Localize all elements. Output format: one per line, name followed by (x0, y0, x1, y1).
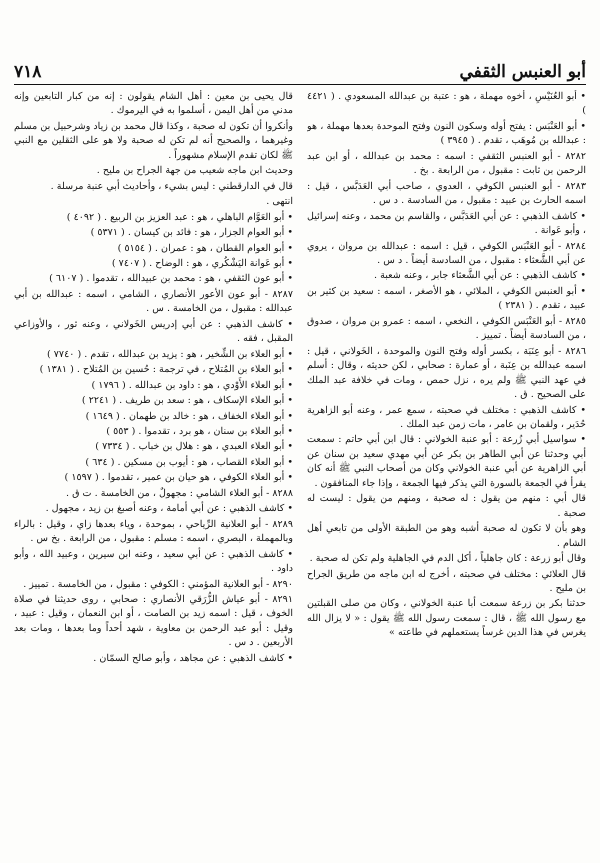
entry-text: قال العلائي : مختلف في صحبته ، أخرج له ابن ماجه من طريق الجراح بن مليح . (307, 568, 586, 594)
entry-text: قال أبي : منهم من يقول : له صحبة ، ومنهم من يقول : ليست له صحبة . (307, 493, 586, 519)
cross-reference-entry (14, 363, 293, 377)
cross-reference-entry (307, 120, 586, 149)
entry-text: ٨٢٨٣ - أبو العنبس الكوفي ، العدوي ، صاحب أبي العَدَبَّس ، قيل : اسمه الحارث بن عبيد : مقبول ، من السادسة . د س . (307, 180, 586, 207)
entry-text: • أبو العلاء الخفاف ، هو : خالد بن طهمان . ( ١٦٤٩ ) (85, 410, 293, 422)
cross-reference-entry (14, 257, 293, 271)
text-columns (14, 90, 586, 857)
entry-text: • أبو العوام الجزار ، هو : فائد بن كيسان . ( ٥٣٧١ ) (90, 227, 293, 239)
entry-text: ٨٢٨٩ - أبو العلانية الرِّياحي ، بموحدة ، وياء بعدها زاي ، وقيل : بالراء وبالمهملة ، البصري ، اسمه : مسلم : مقبول ، من الرابعة . بخ س . (14, 518, 293, 545)
biography-entry (307, 180, 586, 209)
entry-text: وحديث ابن ماجه شعيب من جهة الجراح بن مليح . (96, 165, 293, 177)
cross-reference-entry (307, 433, 586, 491)
entry-text: • أبو العلاء العبدي ، هو : هلال بن خباب . ( ٧٣٣٤ ) (95, 441, 293, 453)
commentary-paragraph (14, 120, 293, 163)
entry-text: وأنكروا أن تكون له صحبة ، وكذا قال محمد بن زياد وشرحبيل بن مسلم وغيرهما ، والصحيح أنه لم تكن له صحبة ولا هو على الثقلين مع النبي ﷺ لكان تقدم الإسلام مشهوراً . (14, 120, 293, 161)
commentary-paragraph (14, 90, 293, 119)
cross-reference-entry (307, 269, 586, 283)
commentary-paragraph (14, 180, 293, 194)
biography-entry (307, 150, 586, 179)
cross-reference-entry (14, 410, 293, 424)
cross-reference-entry (14, 502, 293, 516)
entry-text: وهو بأن لا تكون له صحبة أشبه وهو من الطبقة الأولى من تابعي أهل الشام . (307, 523, 586, 549)
biography-entry (14, 593, 293, 651)
entry-text: • سواسيل أبي زُرعة : أبو عنبة الخولاني : قال ابن أبي حاتم : سمعت أبي وحدثنا عن أبي الطاهر بن بكر عن أبي مهدي سعيد بن سنان عن أبي الزاهرية عن أبي عنبة الخولاني وكان من أصحاب النبي ﷺ أنه كان يقرأ في الجمعة بالسورة التي يذكر فيها الجمعة ، وإذا جاء المنافقون . (307, 434, 586, 489)
page-header (14, 56, 586, 82)
entry-text: • كاشف الذهبي : مختلف في صحبته ، سمع عمر ، وعنه أبو الزاهرية حُدَير ، ولقمان بن عامر ، مات زمن عبد الملك . (307, 404, 586, 430)
biography-entry (307, 315, 586, 344)
entry-text: انتهى . (266, 196, 293, 208)
commentary-paragraph (14, 164, 293, 178)
entry-text: ٨٢٨٨ - أبو العلاء الشامي : مجهولٌ ، من الخامسة . ت ق . (65, 487, 293, 499)
cross-reference-entry (14, 272, 293, 286)
cross-reference-entry (14, 471, 293, 485)
entry-text: • كاشف الذهبي : عن أبي الشَّعثاء جابر ، وعنه شعبة . (374, 270, 586, 282)
page-number: ٧١٨ (14, 62, 42, 82)
commentary-paragraph (307, 568, 586, 597)
entry-text: قال في الدارقطني : ليس بشيء ، وأحاديث أبي عنبة مرسلة . (50, 180, 293, 192)
cross-reference-entry (14, 242, 293, 256)
entry-text: • أبو عَوانة اليَشْكُري ، هو : الوضاح . ( ٧٤٠٧ ) (111, 257, 293, 269)
entry-text: • أبو العلاء الكوفي ، هو حيان بن عمير ، تقدموا . ( ١٥٩٧ ) (64, 472, 293, 484)
header-rule (14, 84, 586, 85)
running-head: أبو العنبس الثقفي (459, 62, 586, 82)
entry-text: • كاشف الذهبي : عن مجاهد ، وأبو صالح السمّان . (93, 652, 293, 664)
entry-text: ٨٢٨٤ - أبو العَنْبَس الكوفي ، قيل : اسمه : عبدالله بن مروان ، يروي عن أبي الشَّعثاء : مقبول ، من السادسة أيضاً . د س . (307, 240, 586, 266)
entry-text: • أبو العلاء بن الشِّخير ، هو : يزيد بن عبدالله ، تقدم . ( ٧٧٤٠ ) (46, 348, 293, 360)
entry-text: • أبو العَنْبَس : يفتح أوله وسكون النون وفتح الموحدة بعدها مهملة ، هو : عبدالله بن مُوهَب ، تقدم . ( ٣٩٤٥ ) (307, 120, 586, 147)
entry-text: • أبو العلاء الأَوْدي ، هو : داود بن عبدالله . ( ١٧٩٦ ) (91, 379, 293, 391)
cross-reference-entry (14, 425, 293, 439)
biography-entry (14, 518, 293, 547)
biography-entry (307, 240, 586, 269)
biography-entry (14, 487, 293, 501)
cross-reference-entry (14, 652, 293, 666)
entry-text: • أبو عون الثقفي ، هو : محمد بن عبيدالله ، تقدموا . ( ٦١٠٧ ) (49, 273, 293, 285)
commentary-paragraph (307, 492, 586, 521)
entry-text: • أبو العلاء بن المُتلاح ، في ترجمة : حُسين بن المُتلاح . ( ١٣٨١ ) (39, 364, 293, 376)
cross-reference-entry (307, 90, 586, 119)
entry-text: ٨٢٨٦ - أبو عِنَبَة ، بكسر أوله وفتح النون والموحدة ، الخَولاني ، قيل : اسمه عبدالله بن عِنَبة ، أو عمارة : صحابي ، لكن حديثه ، وقال : أسلم في عهد النبي ﷺ ولم يره ، نزل حمص ، ومات في خلافة عبد الملك على الصحيح . ق . (307, 345, 586, 401)
cross-reference-entry (307, 285, 586, 314)
commentary-paragraph (307, 597, 586, 640)
cross-reference-entry (307, 404, 586, 433)
entry-text: ٨٢٨٧ - أبو عون الأعور الأنصاري ، الشامي ، اسمه : عبدالله بن أبي عبدالله : مقبول ، من الخامسة . س . (14, 288, 293, 315)
cross-reference-entry (14, 548, 293, 577)
entry-text: ٨٢٨٢ - أبو العنبس الثقفي : اسمه : محمد بن عبدالله ، أو ابن عبد الرحمن بن ثابت : مقبول ، من الرابعة . بخ . (307, 150, 586, 177)
biography-entry (14, 578, 293, 592)
entry-text: • أبو العلاء بن سنان ، هو برد ، تقدموا . ( ٥٥٣ ) (106, 425, 293, 437)
cross-reference-entry (14, 226, 293, 240)
entry-text: وقال أبو زرعة : كان جاهلياً ، أكل الدم في الجاهلية ولم تكن له صحبة . (309, 553, 586, 565)
entry-text: • أبو العنبس الكوفي ، الملائي ، هو الأصغر ، اسمه : سعيد بن كثير بن عبيد ، تقدم . ( ٢٣٨١ ) (307, 285, 586, 312)
cross-reference-entry (14, 394, 293, 408)
commentary-paragraph (307, 552, 586, 566)
entry-text: • كاشف الذهبي : عن أبي العَدَبَّس ، والقاسم بن محمد ، وعنه إسرائيل ، وأبو عَوانة . (307, 210, 586, 237)
entry-text: • أبو العلاء الإسكاف ، هو : سعد بن طريف . ( ٢٢٤١ ) (81, 395, 293, 407)
cross-reference-entry (14, 211, 293, 225)
entry-text: • أبو العُنَيْسِ ، أخوه مهملة ، هو : عتبة بن عبدالله المسعودي . ( ٤٤٢١ ) (307, 91, 586, 117)
entry-text: • كاشف الذهبي : عن أبي إدريس الخَولاني ، وعنه ثور ، والأوزاعي المقبل ، فقه . (14, 318, 293, 345)
cross-reference-entry (14, 379, 293, 393)
commentary-paragraph (307, 522, 586, 551)
entry-text: • كاشف الذهبي : عن أبي أمامة ، وعنه أصبغ بن زيد ، مجهول . (45, 503, 293, 515)
entry-text: حدثنا بكر بن زرعة سمعت أبا عنبة الخولاني ، وكان من صلى القبلتين مع رسول الله ﷺ ، قال : سمعت رسول الله ﷺ يقول : « لا يزال الله يغرس في هذا الدين غرساً يستعملهم في طاعته » (307, 598, 586, 639)
commentary-paragraph (14, 195, 293, 209)
entry-text: • كاشف الذهبي : عن أبي سعيد ، وعنه ابن سيرين ، وعبيد الله ، وأبو داود . (14, 548, 293, 575)
biography-entry (307, 345, 586, 403)
entry-text: ٨٢٨٥ - أبو العَنْبَس الكوفي ، النخعي ، اسمه : عمرو بن مروان ، صدوق ، من السادسة أيضاً . تمييز . (307, 315, 586, 342)
biography-entry (14, 288, 293, 317)
entry-text: • أبو العَوَّام الباهلي ، هو : عبد العزيز بن الربيع . ( ٤٠٩٢ ) (66, 211, 293, 223)
entry-text: • أبو العوام القطان ، هو : عمران . ( ٥١٥٤ ) (117, 242, 293, 254)
cross-reference-entry (14, 318, 293, 347)
cross-reference-entry (14, 348, 293, 362)
entry-text: ٨٢٩١ - أبو عياش الزُّرَقي الأنصاري : صحابي ، روى حديثنا في صلاة الخوف ، قيل : اسمه زيد بن الصامت ، أو ابن النعمان ، وقيل : عبيد ، وقيل : أبو عبد الرحمن بن معاوية ، شهد أحداً وما بعدها ، ومات بعد الأربعين . د س . (14, 593, 293, 649)
cross-reference-entry (14, 440, 293, 454)
right-column (307, 90, 586, 857)
entry-text: • أبو العلاء القصاب ، هو : أيوب بن مسكين . ( ٦٣٤ ) (85, 456, 293, 468)
entry-text: قال يحيى بن معين : أهل الشام يقولون : إنه من كبار التابعين وإنه مدني من أهل اليمن ، أسلموا به في اليرموك . (14, 91, 293, 117)
left-column (14, 90, 293, 857)
cross-reference-entry (307, 210, 586, 239)
entry-text: ٨٢٩٠ - أبو العلانية المؤمني : الكوفي : مقبول ، من الخامسة . تمييز . (23, 578, 293, 590)
cross-reference-entry (14, 456, 293, 470)
